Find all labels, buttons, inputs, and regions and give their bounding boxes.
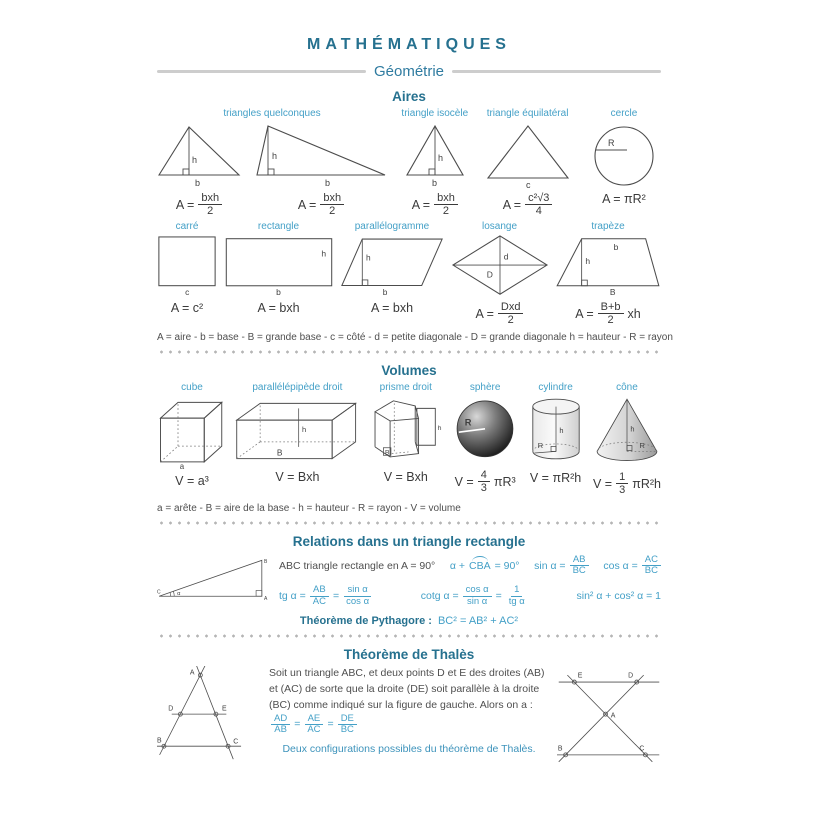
dotted-separator [157, 634, 661, 638]
shape-label: triangles quelconques [223, 108, 321, 119]
shape-rectangle [224, 221, 334, 315]
shape-label: trapèze [591, 221, 625, 233]
shape-label: rectangle [257, 221, 300, 233]
R-label: R [639, 441, 645, 451]
D-label: D [486, 269, 493, 280]
B-label: B [384, 449, 390, 457]
area-formula: A = $\frac{B+b}{2}$ xh [575, 301, 641, 327]
C-label: C [639, 745, 645, 753]
shape-cylindre [527, 382, 585, 485]
shape-label: losange [481, 221, 518, 233]
triangles-pair [157, 121, 387, 217]
losange-diagram [451, 234, 549, 298]
cercle-diagram [587, 121, 661, 189]
shape-label: prisme droit [379, 382, 432, 394]
prisme-diagram [368, 395, 444, 467]
shape-carre [157, 221, 217, 315]
shape-trapeze [555, 221, 661, 326]
dotted-separator [157, 350, 661, 354]
volume-formula: V = Bxh [383, 470, 428, 485]
b-label: b [195, 178, 201, 188]
subtitle-row [157, 63, 661, 80]
B-label: B [263, 558, 268, 565]
relations-heading: Relations dans un triangle rectangle [292, 533, 526, 549]
sin-formula: sin α = $\frac{AB}{BC}$ [534, 555, 589, 577]
R-label: R [607, 138, 615, 148]
shape-label: parallélépipède droit [252, 382, 343, 394]
cotan-formula: cotg α = $\frac{\text{cos α}}{\text{sin α}}$ = $\frac{1}{\text{tg α}}$ [420, 584, 525, 607]
pythagore-label: Théorème de Pythagore : [299, 615, 432, 628]
h-label: h [585, 256, 591, 267]
volume-formula: V = πR²h [529, 471, 582, 486]
b-label: b [613, 242, 619, 253]
shape-label: parallélogramme [354, 221, 430, 233]
subtitle-rule-left [157, 70, 366, 73]
shape-cube [157, 382, 227, 488]
D-label: D [628, 673, 634, 681]
page-subtitle: Géométrie [373, 63, 445, 80]
volume-formula: V = Bxh [275, 470, 320, 485]
area-formula: A = bxh [257, 301, 300, 316]
volumes-heading: Volumes [381, 363, 437, 379]
aires-row-2 [157, 221, 661, 326]
triangle-isocele-diagram [404, 121, 466, 189]
area-formula: A = c² [170, 301, 204, 316]
shape-triangle-isocele [401, 108, 468, 217]
volume-formula: V = $\frac{1}{3}$ πR²h [592, 471, 661, 497]
triangle-quelconque-2-diagram [255, 121, 387, 189]
B-label: B [609, 287, 616, 298]
relations-line-2 [279, 585, 661, 607]
A-label: A [263, 595, 268, 602]
R-label: R [537, 441, 543, 451]
triangle-equilateral-diagram [483, 121, 573, 189]
thales-heading: Théorème de Thalès [343, 647, 475, 663]
shape-label: cylindre [538, 382, 573, 394]
trapeze-diagram [555, 234, 661, 298]
parallelepipede-diagram [235, 395, 359, 467]
aires-row-1 [157, 108, 661, 217]
d-label: d [503, 251, 508, 262]
pythagore-formula: BC² = AB² + AC² [437, 615, 519, 628]
relations-line-1 [279, 555, 661, 577]
volumes-legend: a = arête - B = aire de la base - h = hauteur - R = rayon - V = volume [157, 502, 461, 514]
content-column [157, 36, 673, 764]
area-formula: A = πR² [602, 192, 646, 206]
h-label: h [558, 426, 564, 436]
C-label: C [233, 738, 239, 746]
B-label: B [557, 745, 563, 753]
aires-heading: Aires [392, 89, 426, 104]
rectangle-diagram [224, 234, 334, 298]
E-label: E [577, 673, 583, 681]
c-label: c [525, 180, 531, 189]
h-label: h [272, 151, 278, 161]
area-formula: A = bxh [370, 301, 414, 316]
shape-parallelogramme [340, 221, 444, 315]
b-label: b [382, 286, 388, 297]
shape-label: cône [616, 382, 638, 394]
dotted-separator [157, 521, 661, 525]
E-label: E [222, 705, 227, 713]
thales-caption: Deux configurations possibles du théorème de Thalès. [282, 743, 536, 756]
volume-formula: V = $\frac{4}{3}$ πR³ [454, 469, 516, 495]
shape-label: carré [175, 221, 199, 233]
area-formula: A = $\frac{\text{bxh}}{2}$ [298, 192, 344, 217]
relations-intro: ABC triangle rectangle en A = 90° [279, 559, 436, 572]
b-label: b [325, 178, 331, 188]
h-label: h [437, 153, 443, 163]
pythagore-row [157, 615, 661, 627]
thales-butterfly-diagram [557, 666, 661, 764]
thales-triangle-diagram [157, 666, 261, 764]
shape-triangle-equilateral [483, 108, 573, 217]
B-label: B [277, 447, 283, 458]
C-label: C [157, 588, 161, 595]
c-label: c [185, 287, 190, 298]
page-title: MATHÉMATIQUES [307, 36, 511, 53]
shape-triangle-quelconque-1 [157, 121, 241, 217]
cone-diagram [593, 395, 661, 468]
area-formula: A = $\frac{\text{bxh}}{2}$ [176, 192, 222, 217]
parallelogramme-diagram [340, 234, 444, 298]
R-label: R [464, 417, 472, 428]
A-label: A [610, 712, 616, 720]
sphere-diagram [452, 395, 518, 466]
D-label: D [168, 705, 174, 713]
triangles-quelconques-group [157, 108, 387, 217]
cube-diagram [157, 395, 227, 471]
relations-section [157, 555, 661, 608]
thales-ratio-formula: $\frac{AD}{AB}$ = $\frac{AE}{AC}$ = $\frac{DE}{BC}$ [271, 714, 357, 736]
area-formula: A = $\frac{\text{Dxd}}{2}$ [476, 301, 524, 326]
shape-triangle-quelconque-2 [255, 121, 387, 217]
aires-legend: A = aire - b = base - B = grande base - c = côté - d = petite diagonale - D = grande diagonale h = hauteur - R = rayon [157, 332, 673, 344]
h-label: h [320, 248, 326, 259]
angle-sum-formula: α + CBA = 90° [449, 559, 520, 572]
shape-label: triangle isocèle [401, 108, 469, 119]
shape-losange [451, 221, 549, 326]
h-label: h [366, 252, 371, 263]
h-label: h [630, 424, 635, 434]
shape-parallelepipede [235, 382, 359, 484]
b-label: b [431, 178, 437, 188]
shape-cone [593, 382, 661, 496]
carre-diagram [157, 234, 217, 298]
area-formula: A = $\frac{\text{c²√3}}{4}$ [503, 192, 553, 217]
h-label: h [437, 425, 442, 433]
b-label: b [275, 287, 281, 298]
thales-paragraph [269, 666, 549, 735]
h-label: h [302, 425, 307, 435]
shape-sphere [452, 382, 518, 494]
shape-label: cercle [610, 108, 638, 119]
shape-label: cube [181, 382, 203, 394]
thales-section [157, 666, 661, 764]
area-formula: A = $\frac{\text{bxh}}{2}$ [412, 192, 458, 217]
thales-middle [269, 666, 549, 755]
tan-formula: tg α = $\frac{AB}{AC}$ = $\frac{\text{sin α}}{\text{cos α}}$ [279, 584, 370, 607]
volume-formula: V = a³ [175, 474, 209, 489]
relations-formulas [279, 555, 661, 608]
alpha-label: α [177, 590, 181, 597]
B-label: B [157, 738, 162, 746]
cos-formula: cos α = $\frac{AC}{BC}$ [603, 555, 661, 577]
right-triangle-diagram [157, 555, 269, 603]
volumes-row [157, 382, 661, 496]
triangle-quelconque-1-diagram [157, 121, 241, 189]
A-label: A [189, 669, 195, 677]
shape-cercle [587, 108, 661, 206]
shape-label: sphère [469, 382, 501, 394]
subtitle-rule-right [452, 70, 661, 73]
thales-statement: Soit un triangle ABC, et deux points D et E des droites (AB) et (AC) de sorte que la droite (DE) soit parallèle à la droite (BC) comme indiqué sur la figure de gauche. Alors on a : [269, 667, 545, 711]
pythagorean-identity: sin² α + cos² α = 1 [576, 590, 661, 603]
shape-label: triangle équilatéral [486, 108, 569, 119]
h-label: h [192, 155, 198, 165]
shape-prisme [368, 382, 444, 484]
a-label: a [179, 462, 185, 472]
cylindre-diagram [527, 395, 585, 468]
